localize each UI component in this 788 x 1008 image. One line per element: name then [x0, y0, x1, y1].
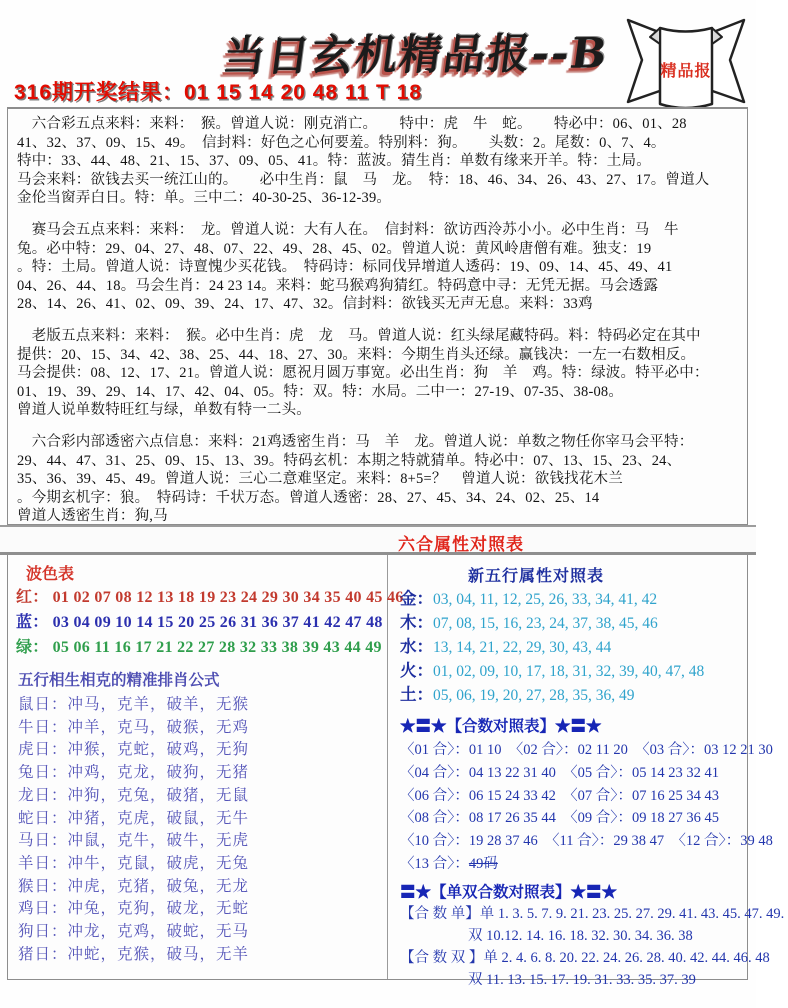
forecast-line: 29、44、47、31、25、09、15、13、39。特码玄机：本期之特就猜单。特必中：07、13、15、23、24、: [17, 452, 682, 469]
formula-row-dog: 狗日：冲龙，克鸡，破蛇，无马: [18, 923, 250, 941]
formula-title: 五行相生相克的精准排肖公式: [18, 672, 220, 689]
element-label: 木：: [400, 613, 433, 632]
wave-numbers: 01 02 07 08 12 13 18 19 23 24 29 30 34 35 40 45 46: [52, 589, 404, 606]
five-row-fire: [400, 659, 784, 683]
wave-label: 蓝：: [16, 614, 49, 631]
wave-row-green: [16, 635, 383, 660]
reference-box: [7, 555, 785, 988]
formula-row-horse: 马日：冲鼠，克牛，破牛，无虎: [18, 832, 250, 850]
forecast-box: [7, 107, 748, 525]
draw-result-line: 316期开奖结果：01 15 14 20 48 11 T 18: [14, 81, 423, 104]
five-element-title: 新五行属性对照表: [468, 568, 605, 585]
forecast-line: 马会来料：欲钱去买一统江山的。 必中生肖：鼠 马 龙。 特：18、46、34、26、43、27、17。曾道人: [17, 171, 710, 188]
five-row-earth: [400, 683, 784, 707]
forecast-line: 。今期玄机字：狼。 特码诗：千状万态。曾道人透密：28、27、45、34、24、02、25、14: [17, 489, 600, 506]
formula-row-tiger: 虎日：冲猴，克蛇，破鸡，无狗: [18, 741, 250, 759]
formula-row-ox: 牛日：冲羊，克马，破猴，无鸡: [18, 718, 250, 736]
element-numbers: 13, 14, 21, 22, 29, 30, 43, 44: [433, 639, 612, 656]
sum-even-line-1: 【合 数 双 】单 2. 4. 6. 8. 20. 22. 24. 26. 28. 40. 42. 44. 46. 48: [400, 949, 770, 966]
formula-row-pig: 猪日：冲蛇，克猴，破马，无羊: [18, 945, 250, 963]
formula-row-snake: 蛇日：冲猪，克虎，破鼠，无牛: [18, 809, 250, 827]
sum-row-4: 〈08 合〉：08 17 26 35 44 〈09 合〉：09 18 27 36 45: [400, 810, 719, 827]
five-row-wood: [400, 611, 784, 635]
formula-row-monkey: 猴日：冲虎，克猪，破兔，无龙: [18, 877, 250, 895]
forecast-line: 金伦当窗弄白日。特：单。三中二：40-30-25、36-12-39。: [17, 190, 392, 207]
sum-odd-line-2: 双 10.12. 14. 16. 18. 32. 30. 34. 36. 38: [468, 927, 693, 944]
element-label: 土：: [400, 685, 433, 704]
forecast-paragraph-2: [17, 221, 738, 314]
element-label: 火：: [400, 661, 433, 680]
element-numbers: 05, 06, 19, 20, 27, 28, 35, 36, 49: [433, 687, 635, 704]
element-numbers: 03, 04, 11, 12, 25, 26, 33, 34, 41, 42: [433, 591, 658, 608]
odd-even-sum-title: 〓★【单双合数对照表】★〓★: [400, 883, 618, 901]
forecast-line: 六合彩内部透密六点信息：来料：21鸡透密生肖：马 羊 龙。曾道人说：单数之物任你宰马会平特：: [17, 433, 694, 450]
formula-row-dragon: 龙日：冲狗，克兔，破猪，无鼠: [18, 786, 250, 804]
forecast-line: 04、26、44、18。马会生肖：24 23 14。来料：蛇马猴鸡狗猜红。特码意中寻：无凭无据。马会透露: [17, 277, 659, 294]
five-element-column: [388, 555, 788, 988]
sum-row-13-prefix: 〈13 合〉：: [400, 855, 469, 872]
forecast-line: 老版五点来料：来料： 猴。必中生肖：虎 龙 马。曾道人说：红头绿尾藏特码。料：特码必定在其中: [17, 327, 701, 344]
forecast-line: 兔。必中特：29、04、27、48、07、22、49、28、45、02。曾道人说：黄风岭唐僧有难。独支：19: [17, 240, 652, 257]
forecast-paragraph-4: [17, 433, 738, 526]
forecast-line: 35、36、39、45、49。曾道人说：三心二意难坚定。来料：8+5=？ 曾道人说：欲钱找花木兰: [17, 471, 623, 488]
sum-row-2: 〈04 合〉：04 13 22 31 40 〈05 合〉：05 14 23 32 41: [400, 764, 719, 781]
formula-row-rat: 鼠日：冲马，克羊，破羊，无猴: [18, 696, 250, 713]
sum-even-line-2: 双 11. 13. 15. 17. 19. 31. 33. 35. 37. 39: [468, 971, 696, 988]
element-label: 金：: [400, 589, 433, 608]
wave-label: 绿：: [16, 639, 49, 656]
ribbon-label: 精品报: [660, 63, 712, 80]
sum-table-title: ★〓★【合数对照表】★〓★: [400, 718, 602, 735]
ribbon-banner: [622, 14, 750, 114]
five-row-metal: [400, 587, 784, 611]
forecast-line: 马会提供：08、12、17、21。曾道人说：愿祝月圆万事宽。必出生肖：狗 羊 鸡。特：绿波。特平必中：: [17, 365, 709, 382]
wave-row-red: [16, 585, 404, 610]
forecast-line: 。特：土局。曾道人说：诗亶愧少买花钱。 特码诗：标同伐异增道人透码：19、09、14、45、49、41: [17, 259, 673, 276]
formula-row-goat: 羊日：冲牛，克鼠，破虎，无兔: [18, 854, 250, 872]
wave-color-column: [8, 555, 404, 979]
element-numbers: 01, 02, 09, 10, 17, 18, 31, 32, 39, 40, 47, 48: [433, 663, 705, 680]
sum-row-13: [400, 853, 784, 876]
element-label: 水：: [400, 637, 433, 656]
element-numbers: 07, 08, 15, 16, 23, 24, 37, 38, 45, 46: [433, 615, 658, 632]
five-row-water: [400, 635, 784, 659]
forecast-line: 曾道人透密生肖：狗,马: [17, 508, 168, 525]
section-title: 六合属性对照表: [398, 535, 524, 554]
section-band: [0, 525, 756, 555]
wave-label: 红：: [16, 589, 49, 606]
sum-row-5: 〈10 合〉：19 28 37 46 〈11 合〉：29 38 47 〈12 合〉：39 48: [400, 833, 773, 850]
formula-row-rabbit: 兔日：冲鸡，克龙，破狗，无猪: [18, 764, 250, 782]
forecast-line: 提供：20、15、34、42、38、25、44、18、27、30。来料：今期生肖头还绿。赢钱决：一左一右数相反。: [17, 346, 696, 363]
forecast-line: 特中：33、44、48、21、15、37、09、05、41。特：蓝波。猜生肖：单数有缘来开羊。特：土局。: [17, 153, 651, 170]
forecast-line: 28、14、26、41、02、09、39、24、17、47、32。信封料：欲钱买无声无息。来料：33鸡: [17, 296, 593, 313]
sum-row-13-value: 49码: [468, 855, 498, 872]
sum-row-1: 〈01 合〉：01 10 〈02 合〉：02 11 20 〈03 合〉：03 12 21 30: [400, 742, 773, 758]
page-title: 当日玄机精品报--B: [220, 28, 612, 81]
formula-row-rooster: 鸡日：冲兔，克狗，破龙，无蛇: [18, 900, 250, 918]
wave-table-title: 波色表: [26, 566, 75, 583]
sum-row-3: 〈06 合〉：06 15 24 33 42 〈07 合〉：07 16 25 34 43: [400, 787, 719, 804]
forecast-line: 六合彩五点来料：来料： 猴。曾道人说：刚克消亡。 特中：虎 牛 蛇。 特必中：06、01、28: [17, 116, 687, 132]
forecast-line: 曾道人说单数特旺红与绿，单数有特一二头。: [17, 402, 311, 419]
forecast-line: 赛马会五点来料：来料： 龙。曾道人说：大有人在。 信封料：欲访西泠苏小小。必中生肖：马 牛: [17, 221, 679, 238]
forecast-paragraph-1: [17, 115, 738, 208]
forecast-line: 01、19、39、29、14、17、42、04、05。特：双。特：水局。二中一：27-19、07-35、38-08。: [17, 383, 624, 400]
wave-numbers: 03 04 09 10 14 15 20 25 26 31 36 37 41 42 47 48: [52, 614, 383, 631]
sum-odd-line-1: 【合 数 单】单 1. 3. 5. 7. 9. 21. 23. 25. 27. 29. 41. 43. 45. 47. 49.: [400, 905, 785, 922]
wave-row-blue: [16, 610, 383, 635]
forecast-line: 41、32、37、09、15、49。 信封料：好色之心何要羞。特别料：狗。 头数：2。尾数：0、7、4。: [17, 134, 666, 151]
wave-numbers: 05 06 11 16 17 21 22 27 28 32 33 38 39 43 44 49: [52, 639, 382, 656]
forecast-paragraph-3: [17, 327, 738, 420]
